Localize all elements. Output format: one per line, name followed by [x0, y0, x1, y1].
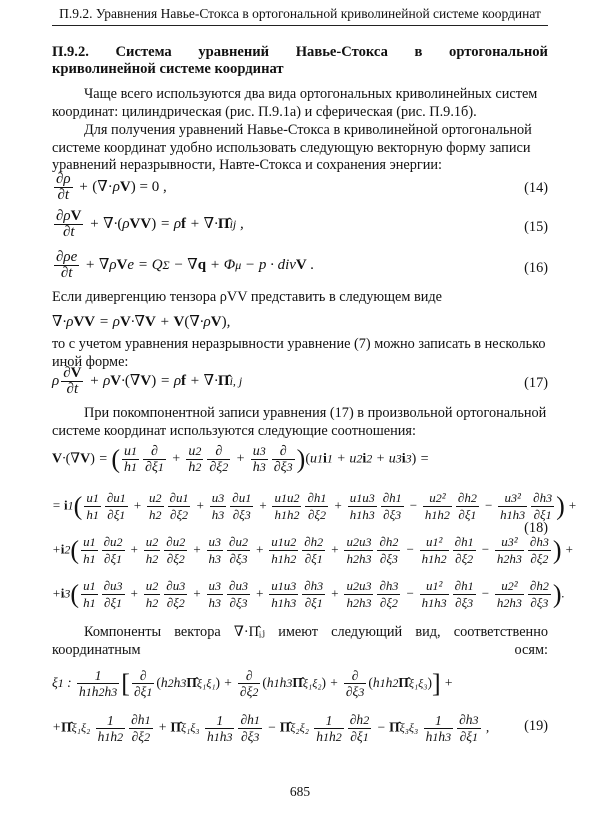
title-line-2: криволинейной системе координат: [52, 61, 284, 77]
equation-number: (18): [524, 520, 548, 536]
page-number: 685: [289, 784, 311, 799]
paragraph-1: Чаще всего используются два вида ортогональных криволинейных систем координат: цилиндрическая (рис. П.9.1а) и сферическая (рис. П.9.1б).: [52, 86, 538, 120]
paragraph-2: Для получения уравнений Навье-Стокса в криволинейной ортогональной системе координат удобно использовать следующую векторную форму записи уравнений неразрывности, Навте-Стокса и сохранения энергии:: [52, 122, 532, 173]
paragraph-3: Если дивергенцию тензора ρVV представить в следующем виде: [52, 289, 443, 305]
equation-number: (14): [524, 180, 548, 196]
title-word: Навье-Стокса: [295, 44, 388, 60]
section-title: [52, 44, 548, 78]
paragraph-4: то с учетом уравнения неразрывности уравнение (7) можно записать в несколько иной форме:: [52, 336, 546, 370]
equation-19-line-1: ξ1 : $\frac{1}{h1h2h3}$ [ $\frac{\partial}{\partial\xi 1}$ (h2h3Π̂ξ₁ξ₁) + $\frac{\partial}{\partial\xi 2}$ (h1h3Π̂ξ₁ξ₂) + $\frac{\partial}{\partial\xi 3}$ (h1h2Π̂ξ₁ξ₃)] +: [52, 668, 454, 699]
running-header: П.9.2. Уравнения Навье-Стокса в ортогональной криволинейной системе координат: [52, 6, 548, 26]
paragraph-6: Компоненты вектора ∇·Π̂ᵢⱼ имеют следующий вид, соответственно координатным осям:: [52, 624, 548, 658]
title-word: Система: [115, 44, 172, 60]
equation-divergence: ∇·ρVV = ρV·∇V + V(∇·ρV),: [52, 314, 231, 330]
equation-14: $\frac{\partial\rho}{\partial t}$ + (∇·ρV) = 0 ,: [56, 171, 167, 203]
title-word: в: [414, 44, 423, 60]
equation-number: (15): [524, 219, 548, 235]
equation-15: $\frac{\partial\rho V}{\partial t}$ + ∇·(ρVV) = ρf + ∇·Π̂ij ,: [56, 208, 244, 240]
equation-18-line-1: V·(∇V) = ( $\frac{u1}{h1}$ $\frac{\partial}{\partial\xi 1}$ + $\frac{u2}{h2}$ $\frac{\partial}{\partial\xi 2}$ + $\frac{u3}{h3}$ $\frac{\partial}{\partial\xi 3}$ )(u1i1 + u2i2 + u3i3) =: [52, 444, 430, 475]
paragraph-5: При покомпонентной записи уравнения (17) в произвольной ортогональной системе координат используются следующие соотношения:: [52, 405, 547, 439]
equation-18-line-2: = i1( $\frac{u1}{h1}$ $\frac{\partial u1}{\partial\xi 1}$ + $\frac{u2}{h2}$ $\frac{\partial u1}{\partial\xi 2}$ + $\frac{u3}{h3}$ $\frac{\partial u1}{\partial\xi 3}$ + $\frac{u1u2}{h1h2}$ $\frac{\partial h1}{\partial\xi 2}$ + $\frac{u1u3}{h1h3}$ $\frac{\partial h1}{\partial\xi 3}$ − $\frac{\text{u2²}}{h1h2}$ $\frac{\partial h2}{\partial\xi 1}$ − $\frac{\text{u3²}}{h1h3}$ $\frac{\partial h3}{\partial\xi 1}$ ) +: [52, 490, 577, 522]
title-word: уравнений: [198, 44, 270, 60]
title-word: ортогональной: [449, 44, 548, 60]
title-word: П.9.2.: [52, 44, 89, 60]
equation-18-line-3: +i2( $\frac{u1}{h1}$ $\frac{\partial u2}{\partial\xi 1}$ + $\frac{u2}{h2}$ $\frac{\partial u2}{\partial\xi 2}$ + $\frac{u3}{h3}$ $\frac{\partial u2}{\partial\xi 3}$ + $\frac{u1u2}{h1h2}$ $\frac{\partial h2}{\partial\xi 1}$ + $\frac{u2u3}{h2h3}$ $\frac{\partial h2}{\partial\xi 3}$ − $\frac{\text{u1²}}{h1h2}$ $\frac{\partial h1}{\partial\xi 2}$ − $\frac{\text{u3²}}{h2h3}$ $\frac{\partial h3}{\partial\xi 2}$ ) +: [52, 534, 574, 566]
equation-18-line-4: +i3( $\frac{u1}{h1}$ $\frac{\partial u3}{\partial\xi 1}$ + $\frac{u2}{h2}$ $\frac{\partial u3}{\partial\xi 2}$ + $\frac{u3}{h3}$ $\frac{\partial u3}{\partial\xi 3}$ + $\frac{u1u3}{h1h3}$ $\frac{\partial h3}{\partial\xi 1}$ + $\frac{u2u3}{h2h3}$ $\frac{\partial h3}{\partial\xi 2}$ − $\frac{\text{u1²}}{h1h3}$ $\frac{\partial h1}{\partial\xi 3}$ − $\frac{\text{u2²}}{h2h3}$ $\frac{\partial h2}{\partial\xi 3}$ ).: [52, 578, 565, 610]
equation-number: (16): [524, 260, 548, 276]
equation-16: $\frac{\partial\rho e}{\partial t}$ + ∇ρVe = QΣ − ∇q + Φμ − p · divV .: [56, 249, 315, 281]
equation-17: ρ $\frac{\partial V}{\partial t}$ + ρV·(∇V) = ρf + ∇·Π̂i, j: [52, 365, 243, 397]
equation-number: (19): [524, 718, 548, 734]
equation-19-line-2: +Π̂ξ₁ξ₂ $\frac{1}{h1h2}$ $\frac{\partial h1}{\partial\xi 2}$ + Π̂ξ₁ξ₃ $\frac{1}{h1h3}$ $\frac{\partial h1}{\partial\xi 3}$ − Π̂ξ₂ξ₂ $\frac{1}{h1h2}$ $\frac{\partial h2}{\partial\xi 1}$ − Π̂ξ₃ξ₃ $\frac{1}{h1h3}$ $\frac{\partial h3}{\partial\xi 1}$ ,: [52, 712, 490, 744]
equation-number: (17): [524, 375, 548, 391]
